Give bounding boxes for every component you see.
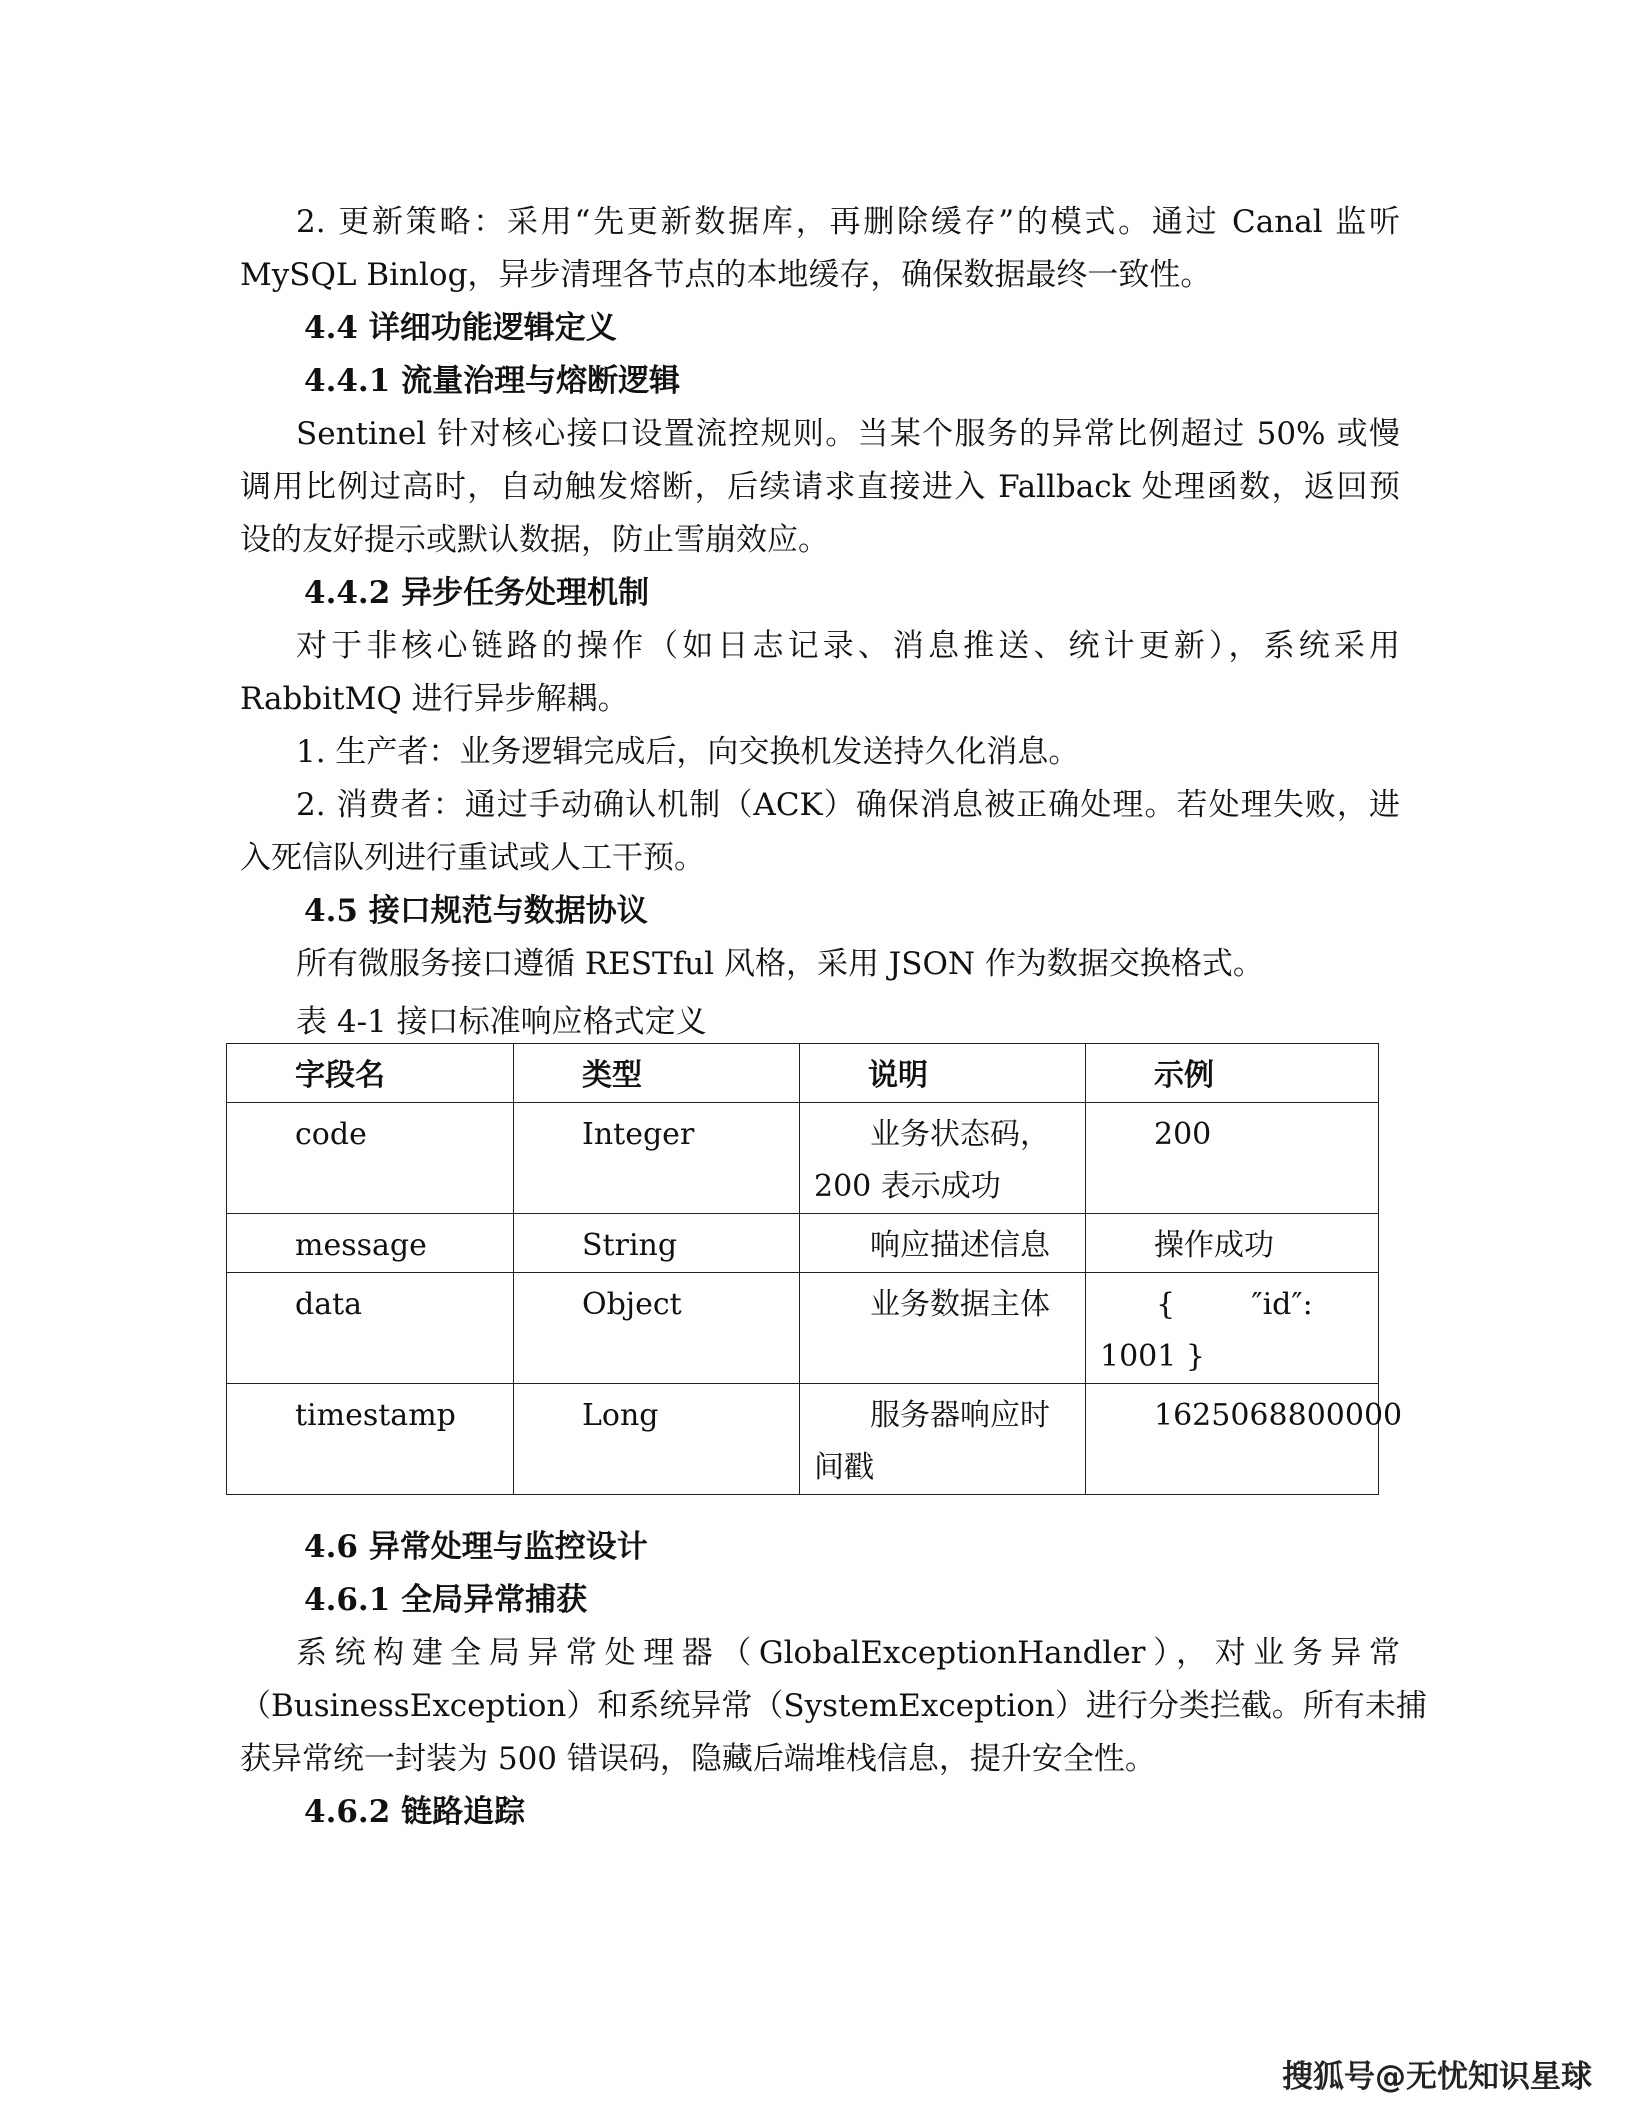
cell-example: 200: [1086, 1103, 1379, 1214]
cell-desc: 响应描述信息: [800, 1214, 1086, 1273]
cell-desc: 业务数据主体: [800, 1273, 1086, 1384]
update-strategy-line-1: 2. 更新策略：采用“先更新数据库，再删除缓存”的模式。通过 Canal 监听: [296, 204, 1400, 240]
cell-desc-line-2: 200 表示成功: [814, 1169, 1001, 1204]
cell-field: message: [227, 1214, 514, 1273]
header-example: 示例: [1086, 1044, 1379, 1103]
header-desc: 说明: [800, 1044, 1086, 1103]
header-type: 类型: [514, 1044, 800, 1103]
cell-example: [1086, 1273, 1379, 1384]
table-row: [227, 1384, 1379, 1495]
async-line-1: 对于非核心链路的操作（如日志记录、消息推送、统计更新），系统采用: [296, 628, 1400, 664]
cell-desc: [800, 1384, 1086, 1495]
cell-field: data: [227, 1273, 514, 1384]
sentinel-line-2: 调用比例过高时，自动触发熔断，后续请求直接进入 Fallback 处理函数，返回预: [240, 469, 1400, 505]
cell-desc-line-1: 服务器响应时: [870, 1398, 1050, 1433]
exception-line-1: 系统构建全局异常处理器（GlobalExceptionHandler），对业务异常: [296, 1635, 1400, 1671]
cell-example: 1625068800000: [1086, 1384, 1379, 1495]
cell-field: code: [227, 1103, 514, 1214]
cell-field: timestamp: [227, 1384, 514, 1495]
table-row: [227, 1214, 1379, 1273]
exception-line-2: （BusinessException）和系统异常（SystemException）进行分类拦截。所有未捕: [240, 1688, 1427, 1724]
heading-4-4-1: 4.4.1 流量治理与熔断逻辑: [304, 363, 681, 399]
cell-desc: [800, 1103, 1086, 1214]
async-line-2: RabbitMQ 进行异步解耦。: [240, 681, 629, 717]
heading-4-4-2: 4.4.2 异步任务处理机制: [304, 575, 650, 611]
sentinel-line-1: Sentinel 针对核心接口设置流控规则。当某个服务的异常比例超过 50% 或慢: [296, 416, 1400, 452]
heading-4-5: 4.5 接口规范与数据协议: [304, 893, 648, 929]
sentinel-line-3: 设的友好提示或默认数据，防止雪崩效应。: [240, 522, 829, 558]
heading-4-4: 4.4 详细功能逻辑定义: [304, 310, 617, 346]
exception-line-3: 获异常统一封装为 500 错误码，隐藏后端堆栈信息，提升安全性。: [240, 1741, 1156, 1777]
cell-type: Long: [514, 1384, 800, 1495]
restful-paragraph: 所有微服务接口遵循 RESTful 风格，采用 JSON 作为数据交换格式。: [296, 946, 1264, 982]
cell-type: String: [514, 1214, 800, 1273]
source-watermark: 搜狐号@无忧知识星球: [1282, 2059, 1592, 2095]
cell-example-line-1: { ″id″:: [1156, 1287, 1313, 1322]
cell-desc-line-1: 业务状态码，: [870, 1117, 1050, 1152]
cell-example: 操作成功: [1086, 1214, 1379, 1273]
table-row: [227, 1103, 1379, 1214]
heading-4-6-2: 4.6.2 链路追踪: [304, 1794, 526, 1830]
table-row: [227, 1273, 1379, 1384]
producer-item: 1. 生产者：业务逻辑完成后，向交换机发送持久化消息。: [296, 734, 1080, 770]
header-field: 字段名: [227, 1044, 514, 1103]
heading-4-6: 4.6 异常处理与监控设计: [304, 1529, 648, 1565]
heading-4-6-1: 4.6.1 全局异常捕获: [304, 1582, 588, 1618]
update-strategy-line-2: MySQL Binlog，异步清理各节点的本地缓存，确保数据最终一致性。: [240, 257, 1212, 293]
response-format-table: [226, 1043, 1403, 1495]
table-caption: 表 4-1 接口标准响应格式定义: [296, 1004, 707, 1040]
cell-type: Object: [514, 1273, 800, 1384]
consumer-item-line-1: 2. 消费者：通过手动确认机制（ACK）确保消息被正确处理。若处理失败，进: [296, 787, 1400, 823]
table-header-row: [227, 1044, 1379, 1103]
cell-example-line-2: 1001 }: [1100, 1339, 1205, 1374]
cell-type: Integer: [514, 1103, 800, 1214]
consumer-item-line-2: 入死信队列进行重试或人工干预。: [240, 840, 705, 876]
cell-desc-line-2: 间戳: [814, 1450, 874, 1485]
